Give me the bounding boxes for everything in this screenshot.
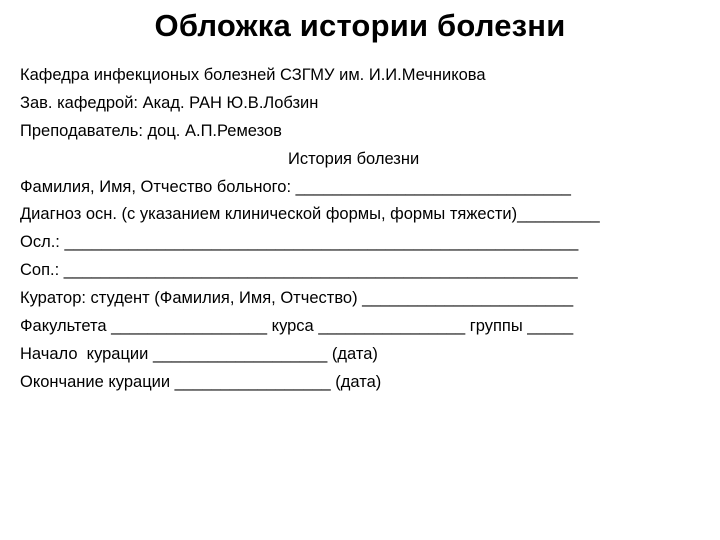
main-diagnosis-line: Диагноз осн. (с указанием клинической формы, формы тяжести)_________ xyxy=(20,205,600,224)
curation-end-line: Окончание курации _________________ (дата) xyxy=(20,372,382,391)
comorbidities-line: Соп.: ________________________________________________________ xyxy=(20,261,578,280)
teacher-line: Преподаватель: доц. А.П.Ремезов xyxy=(20,121,282,140)
patient-name-line: Фамилия, Имя, Отчество больного: ______________________________ xyxy=(20,177,571,196)
case-history-heading: История болезни xyxy=(288,149,420,168)
curation-start-line: Начало курации ___________________ (дата) xyxy=(20,344,378,363)
complications-line: Осл.: ________________________________________________________ xyxy=(20,233,579,252)
head-of-department-line: Зав. кафедрой: Акад. РАН Ю.В.Лобзин xyxy=(20,93,319,112)
curator-line: Куратор: студент (Фамилия, Имя, Отчество) _______________________ xyxy=(20,289,574,308)
slide-title: Обложка истории болезни xyxy=(154,8,566,43)
department-line: Кафедра инфекционых болезней СЗГМУ им. И.И.Мечникова xyxy=(20,66,486,84)
slide-content xyxy=(20,62,710,397)
faculty-course-group-line: Факультета _________________ курса ________________ группы _____ xyxy=(20,317,574,336)
